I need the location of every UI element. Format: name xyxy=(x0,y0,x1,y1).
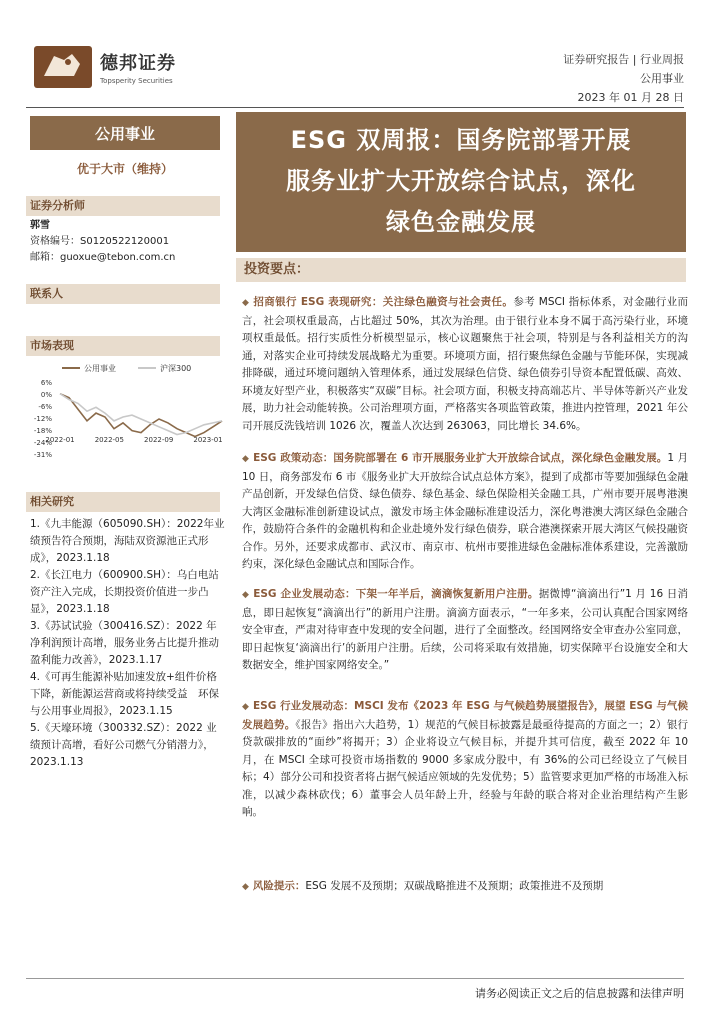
series-line-2 xyxy=(60,394,222,435)
point-body: 据微博“滴滴出行”1 月 16 日消息，即日起恢复“滴滴出行”的新用户注册。滴滴方面表示，“一年多来，公司认真配合国家网络安全审查，严肃对待审查中发现的安全问题，进行了全面整改。经国网络安全审查办公室同意，即日起恢复‘滴滴出行’的新用户注册。后续，公司将采取有效措施，切实保障平台设施安全和大数据安全，维护国家网络安全。” xyxy=(242,588,688,671)
series-line-1 xyxy=(60,394,222,437)
point-lead: ESG 政策动态：国务院部署在 6 市开展服务业扩大开放综合试点，深化绿色金融发展。 xyxy=(253,452,668,464)
title-line: 绿色金融发展 xyxy=(386,208,536,236)
y-tick-label: -12% xyxy=(33,415,52,423)
bullet-icon: ◆ xyxy=(242,590,250,600)
report-date: 2023 年 01 月 28 日 xyxy=(577,91,684,104)
y-tick-label: -31% xyxy=(33,451,52,459)
y-tick-label: -24% xyxy=(33,439,52,447)
bullet-icon: ◆ xyxy=(242,882,249,892)
bullet-icon: ◆ xyxy=(242,702,249,712)
brand-name-en: Topsperity Securities xyxy=(100,77,173,85)
rating: 优于大市（维持） xyxy=(76,162,173,176)
point-body: 参考 MSCI 指标体系，对金融行业而言，社会项权重最高，占比超过 50%，其次为治理。由于银行业本身不属于高污染行业，环境项权重最低。招行实质性分析模型显示，核心议题聚焦于社会项，特别是与各利益相关方的沟通，对落实企业可持续发展战略尤为重要。环境项方面，招行聚焦绿色金融与节能环保，实现减排降碳，通过环境问题纳入管理体系，通过发展绿色信贷、绿色债券引导资本配置低碳、高效、环境友好型产业，积极落实“双碳”目标。社会项方面，积极支持高端芯片、半导体等新兴产业发展，助力社会动能转换。公司治理项方面，严格落实各项监管政策，推进内控管理，2021 年公司开展反洗钱培训 1026 次，覆盖人次达到 263063，同比增长 34.6%。 xyxy=(242,296,689,432)
research-item[interactable]: 4.《可再生能源补贴加速发放+组件价格下降，新能源运营商或将持续受益 环保与公用事业周报》，2023.1.15 xyxy=(30,671,219,717)
point-esg-policy xyxy=(242,450,688,574)
investment-highlights-heading: 投资要点： xyxy=(236,258,686,282)
title-line: ESG 双周报：国务院部署开展 xyxy=(290,126,632,154)
market-chart xyxy=(26,358,226,460)
analyst-heading: 证券分析师 xyxy=(26,196,220,216)
logo-mark xyxy=(34,46,92,88)
legend-label: 沪深300 xyxy=(160,364,192,373)
analyst-info xyxy=(30,218,175,266)
research-item[interactable]: 5.《天壕环境（300332.SZ）：2022 业绩预计高增，看好公司燃气分销潜力》，2023.1.13 xyxy=(30,722,217,768)
point-lead: 招商银行 ESG 表现研究：关注绿色融资与社会责任。 xyxy=(253,296,514,308)
research-list xyxy=(30,516,226,771)
legend-label: 公用事业 xyxy=(84,364,116,373)
point-lead: ESG 行业发展动态：MSCI 发布《2023 年 ESG 与气候趋势展望报告》，展望 ESG 与气候发展趋势。 xyxy=(242,700,689,731)
point-esg-industry xyxy=(242,698,688,822)
report-title xyxy=(236,112,686,252)
x-tick-label: 2022-09 xyxy=(144,436,174,444)
title-line: 服务业扩大开放综合试点，深化 xyxy=(286,167,636,195)
research-item[interactable]: 2.《长江电力（600900.SH）：乌白电站资产注入完成，长期投资价值进一步凸显》，2023.1.18 xyxy=(30,569,219,615)
research-item[interactable]: 3.《苏试试验（300416.SZ）：2022 年净利润预计高增，服务业务占比提升推动盈利能力改善》，2023.1.17 xyxy=(30,620,219,666)
sector-label: 公用事业 xyxy=(30,116,220,150)
x-tick-label: 2022-01 xyxy=(45,436,75,444)
x-tick-label: 2022-05 xyxy=(94,436,124,444)
point-esg-corporate xyxy=(242,586,688,675)
y-tick-label: 6% xyxy=(40,379,52,387)
header-divider xyxy=(26,107,684,108)
brand-name-cn: 德邦证券 xyxy=(100,53,176,74)
risk-body: ESG 发展不及预期；双碳战略推进不及预期；政策推进不及预期 xyxy=(305,880,604,892)
bullet-icon: ◆ xyxy=(242,454,250,464)
analyst-cert: 资格编号：S0120522120001 xyxy=(30,236,170,247)
y-tick-label: -6% xyxy=(38,403,52,411)
point-body: 1 月 10 日，商务部发布 6 市《服务业扩大开放综合试点总体方案》，提到了成都市等要加强绿色金融产品创新，开发绿色信贷、绿色债券、绿色基金、绿色保险相关金融工具，广州市要开展粤港澳大湾区金融标准创新建设试点，激发市场主体金融标准建设活力，深化粤港澳大湾区绿色金融合作，鼓励符合条件的金融机构和企业赴境外发行绿色债券，联合港澳探索开展大湾区气候投融资合作。另外，还要求成都市、武汉市、南京市、杭州市要推进绿色金融标准体系建设，完善激励约束，深化绿色金融试点和国际合作。 xyxy=(242,452,688,570)
report-type: 证券研究报告 | 行业周报 xyxy=(563,53,684,66)
bullet-icon: ◆ xyxy=(242,298,250,308)
footer-disclaimer[interactable]: 请务必阅读正文之后的信息披露和法律声明 xyxy=(475,987,684,1000)
market-heading: 市场表现 xyxy=(26,336,220,356)
research-item[interactable]: 1.《九丰能源（605090.SH）：2022年业绩预告符合预期，海陆双资源池正式形成》，2023.1.18 xyxy=(30,518,225,564)
research-heading: 相关研究 xyxy=(26,492,220,512)
analyst-name: 郭雪 xyxy=(30,220,50,231)
risk-warning xyxy=(242,878,688,897)
risk-lead: 风险提示： xyxy=(252,880,306,892)
point-lead: ESG 企业发展动态：下架一年半后，滴滴恢复新用户注册。 xyxy=(253,588,539,600)
contact-heading: 联系人 xyxy=(26,284,220,304)
x-tick-label: 2023-01 xyxy=(193,436,223,444)
company-logo xyxy=(34,46,176,88)
point-body: 《报告》指出六大趋势，1）规范的气候目标披露是最亟待提高的方面之一；2）银行贷款碳排放的“面纱”将揭开；3）企业将设立气候目标，并提升其可信度，截至 2022 年 10 月，在 MSCI 全球可投资市场指数的 9000 多家成分股中，有 36%的公司已经设立了气候目标；4）部分公司和投资者将占据气候适应领域的先发优势；5）监管要求更加严格的市场准入标准，以减少森林砍伐；6）董事会人员年龄上升，经验与年龄的联合将对企业治理结构产生影响。 xyxy=(242,718,689,818)
point-esg-research xyxy=(242,294,688,435)
report-meta xyxy=(563,50,684,107)
analyst-email[interactable]: 邮箱：guoxue@tebon.com.cn xyxy=(30,252,176,263)
report-sector: 公用事业 xyxy=(640,72,684,85)
y-tick-label: -18% xyxy=(33,427,52,435)
footer-divider xyxy=(26,978,684,979)
y-tick-label: 0% xyxy=(40,391,52,399)
